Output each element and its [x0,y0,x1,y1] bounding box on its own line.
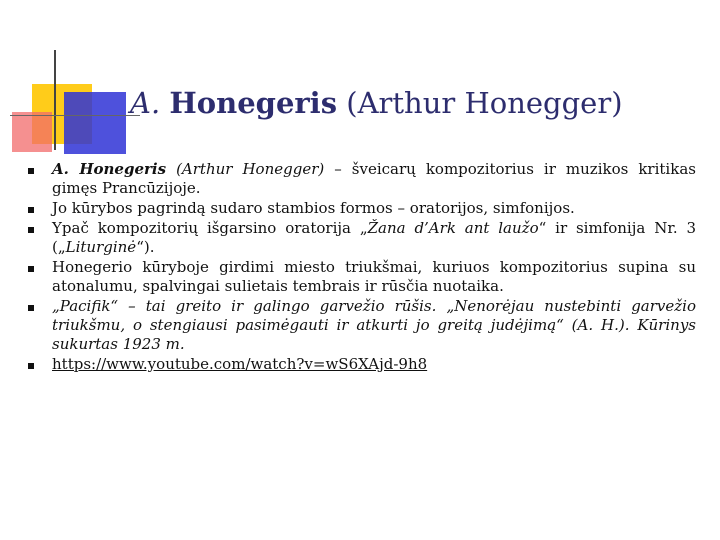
title-initial: A. [130,86,161,120]
bullet-text: Honegerio kūryboje girdimi miesto triukšmai, kuriuos kompozitorius supina su atonalumu, spalvingai sulietais tembrais ir rūsčia nuotaika. [52,258,696,295]
work-title: Liturginė [65,238,137,256]
decor-vertical-line [54,50,56,150]
list-item [24,160,696,198]
title-paren: (Arthur Honegger) [346,86,623,120]
decor-blue-square [64,92,126,154]
bullet-text: Jo kūrybos pagrindą sudaro stambios formos – oratorijos, simfonijos. [52,199,575,217]
list-item [24,355,696,374]
bullet-text: Ypač kompozitorių išgarsino oratorija „ [52,219,368,237]
bullet-square-icon [28,266,34,272]
bullet-square-icon [28,227,34,233]
title-name: Honegeris [169,86,338,120]
bullet-square-icon [28,305,34,311]
bullet-text: “). [136,238,155,256]
bullet-list [24,160,696,375]
bullet-text: „Pacifik“ – tai greito ir galingo garvežio rūšis. „Nenorėjau nustebinti garvežio triukšmu, o stengiausi pasimėgauti ir atkurti jo greitą judėjimą“ (A. H.). Kūrinys sukurtas 1923 m. [52,297,696,353]
bullet-square-icon [28,207,34,213]
list-item [24,219,696,257]
composer-name: A. Honegeris [52,160,167,178]
bullet-square-icon [28,168,34,174]
decor-red-square [12,112,52,152]
composer-original-name: (Arthur Honegger) [176,160,325,178]
decor-horizontal-line [10,115,140,116]
slide-title [130,86,690,120]
list-item [24,297,696,354]
list-item [24,258,696,296]
bullet-square-icon [28,363,34,369]
list-item [24,199,696,218]
youtube-link[interactable]: https://www.youtube.com/watch?v=wS6XAjd-9h8 [52,355,428,373]
bullet-text: – šveicarų kompozitorius ir muzikos kritikas gimęs Prancūzijoje. [52,160,696,197]
bullet-text: “ ir simfonija Nr. 3 („ [52,219,697,256]
work-title: Žana d’Ark ant laužo [367,219,539,237]
